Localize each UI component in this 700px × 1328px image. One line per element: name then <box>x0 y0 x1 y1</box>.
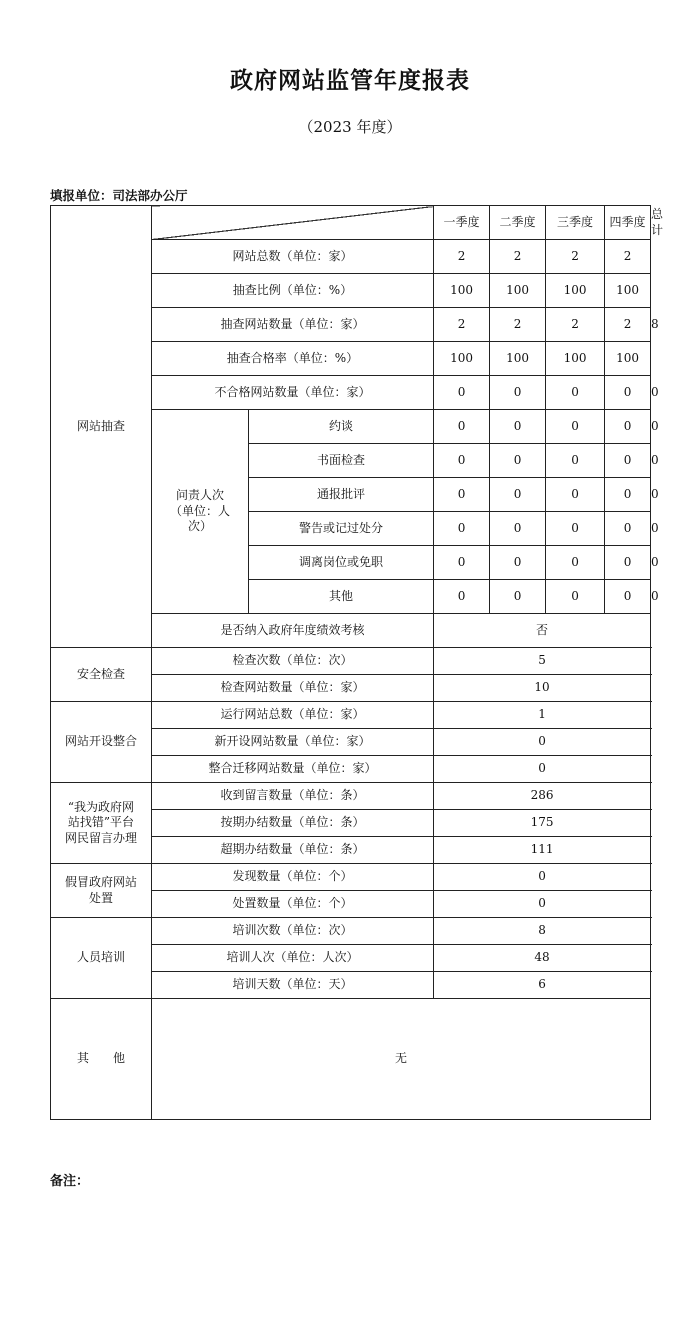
cell-q4: 0 <box>605 478 651 512</box>
row-label: 收到留言数量（单位：条） <box>152 783 434 810</box>
table-row <box>51 702 651 729</box>
cell-q3: 100 <box>546 274 605 308</box>
group-feedback-line2: 站找错”平台 <box>67 815 135 830</box>
group-feedback-line3: 网民留言办理 <box>64 830 137 845</box>
cell-q3: 100 <box>546 342 605 376</box>
row-value: 6 <box>434 972 651 999</box>
filling-unit: 填报单位：司法部办公厅 <box>50 188 188 203</box>
group-feedback-line1: “我为政府网 <box>67 799 135 814</box>
cell-q3: 0 <box>546 580 605 614</box>
cell-q1: 100 <box>434 274 490 308</box>
row-value: 8 <box>434 918 651 945</box>
row-label: 通报批评 <box>249 478 434 512</box>
cell-q3: 2 <box>546 308 605 342</box>
row-label: 培训人次（单位：人次） <box>152 945 434 972</box>
row-label: 警告或记过处分 <box>249 512 434 546</box>
row-value: 10 <box>434 675 651 702</box>
report-table <box>50 205 664 1120</box>
group-counterfeit <box>51 864 152 918</box>
cell-q1: 0 <box>434 580 490 614</box>
row-value: 0 <box>434 756 651 783</box>
row-label: 检查次数（单位：次） <box>152 648 434 675</box>
cell-q2: 0 <box>490 410 546 444</box>
cell-q2: 0 <box>490 478 546 512</box>
cell-q4: 2 <box>605 308 651 342</box>
row-label: 培训天数（单位：天） <box>152 972 434 999</box>
row-label: 是否纳入政府年度绩效考核 <box>152 614 434 648</box>
group-consolidation: 网站开设整合 <box>51 702 152 783</box>
cell-q2: 0 <box>490 376 546 410</box>
cell-q4: 100 <box>605 274 651 308</box>
group-spot-check: 网站抽查 <box>51 206 152 648</box>
row-label: 超期办结数量（单位：条） <box>152 837 434 864</box>
cell-q4: 0 <box>605 410 651 444</box>
row-value: 175 <box>434 810 651 837</box>
row-value: 286 <box>434 783 651 810</box>
row-value: 48 <box>434 945 651 972</box>
group-counterfeit-line1: 假冒政府网站 <box>64 874 137 889</box>
other-value: 无 <box>152 999 651 1120</box>
row-label: 抽查比例（单位：%） <box>152 274 434 308</box>
row-label: 检查网站数量（单位：家） <box>152 675 434 702</box>
cell-q2: 0 <box>490 512 546 546</box>
cell-q1: 2 <box>434 240 490 274</box>
cell-q4: 2 <box>605 240 651 274</box>
accountability-label <box>152 410 249 614</box>
cell-q3: 0 <box>546 444 605 478</box>
accountability-label-line2: （单位：人 <box>169 503 230 518</box>
cell-q2: 100 <box>490 274 546 308</box>
table-row <box>51 918 651 945</box>
cell-q4: 0 <box>605 444 651 478</box>
cell-q3: 0 <box>546 512 605 546</box>
cell-q3: 0 <box>546 410 605 444</box>
row-label: 按期办结数量（单位：条） <box>152 810 434 837</box>
row-value: 0 <box>434 729 651 756</box>
row-label: 书面检查 <box>249 444 434 478</box>
cell-q3: 0 <box>546 478 605 512</box>
table-row: 抽查网站数量（单位：家） 2 2 2 2 8 <box>51 308 651 342</box>
row-label: 发现数量（单位：个） <box>152 864 434 891</box>
cell-q1: 2 <box>434 308 490 342</box>
cell-q1: 0 <box>434 512 490 546</box>
header-diagonal-cell <box>152 206 434 240</box>
row-label: 网站总数（单位：家） <box>152 240 434 274</box>
row-label: 调离岗位或免职 <box>249 546 434 580</box>
page-title: 政府网站监管年度报表 <box>230 68 470 94</box>
row-value: 5 <box>434 648 651 675</box>
table-row: 不合格网站数量（单位：家） 0 0 0 0 0 <box>51 376 651 410</box>
cell-q4: 0 <box>605 580 651 614</box>
cell-q1: 0 <box>434 444 490 478</box>
cell-q1: 0 <box>434 410 490 444</box>
row-label: 处置数量（单位：个） <box>152 891 434 918</box>
row-value: 0 <box>434 891 651 918</box>
row-label: 抽查网站数量（单位：家） <box>152 308 434 342</box>
cell-q3: 0 <box>546 546 605 580</box>
row-label: 抽查合格率（单位：%） <box>152 342 434 376</box>
cell-q1: 0 <box>434 478 490 512</box>
col-q1: 一季度 <box>434 206 490 240</box>
performance-value: 否 <box>434 614 651 648</box>
table-row: 警告或记过处分 0 0 0 0 0 <box>51 512 651 546</box>
table-row <box>51 999 651 1120</box>
cell-q4: 0 <box>605 546 651 580</box>
row-label: 整合迁移网站数量（单位：家） <box>152 756 434 783</box>
group-feedback <box>51 783 152 864</box>
cell-q1: 100 <box>434 342 490 376</box>
group-training: 人员培训 <box>51 918 152 999</box>
table-row <box>51 648 651 675</box>
row-value: 1 <box>434 702 651 729</box>
cell-q4: 0 <box>605 376 651 410</box>
table-row: 其他 0 0 0 0 0 <box>51 580 651 614</box>
cell-q2: 0 <box>490 546 546 580</box>
accountability-label-line3: 次） <box>187 519 212 534</box>
row-value: 111 <box>434 837 651 864</box>
row-label: 运行网站总数（单位：家） <box>152 702 434 729</box>
row-label: 新开设网站数量（单位：家） <box>152 729 434 756</box>
table-row: 问责人次 （单位：人 次） 约谈 0 0 0 0 0 <box>51 410 651 444</box>
group-security: 安全检查 <box>51 648 152 702</box>
group-counterfeit-line2: 处置 <box>88 890 113 905</box>
col-q4: 四季度 <box>605 206 651 240</box>
cell-q3: 0 <box>546 376 605 410</box>
table-row: 书面检查 0 0 0 0 0 <box>51 444 651 478</box>
cell-q2: 2 <box>490 308 546 342</box>
table-row: 调离岗位或免职 0 0 0 0 0 <box>51 546 651 580</box>
cell-q1: 0 <box>434 376 490 410</box>
table-row <box>51 864 651 891</box>
group-other: 其 他 <box>51 999 152 1120</box>
remarks: 备注： <box>50 1174 90 1189</box>
cell-q2: 2 <box>490 240 546 274</box>
table-row <box>51 783 651 810</box>
cell-q2: 100 <box>490 342 546 376</box>
table-row: 通报批评 0 0 0 0 0 <box>51 478 651 512</box>
cell-q4: 100 <box>605 342 651 376</box>
accountability-label-line1: 问责人次 <box>175 488 224 503</box>
report-year: （2023 年度） <box>298 118 402 136</box>
row-label: 培训次数（单位：次） <box>152 918 434 945</box>
col-q2: 二季度 <box>490 206 546 240</box>
row-label: 其他 <box>249 580 434 614</box>
cell-q1: 0 <box>434 546 490 580</box>
row-label: 约谈 <box>249 410 434 444</box>
header-row: 网站抽查 一季度 二季度 三季度 四季度 总计 <box>51 206 651 240</box>
cell-q2: 0 <box>490 444 546 478</box>
cell-q4: 0 <box>605 512 651 546</box>
row-label: 不合格网站数量（单位：家） <box>152 376 434 410</box>
col-q3: 三季度 <box>546 206 605 240</box>
cell-q3: 2 <box>546 240 605 274</box>
row-value: 0 <box>434 864 651 891</box>
cell-q2: 0 <box>490 580 546 614</box>
